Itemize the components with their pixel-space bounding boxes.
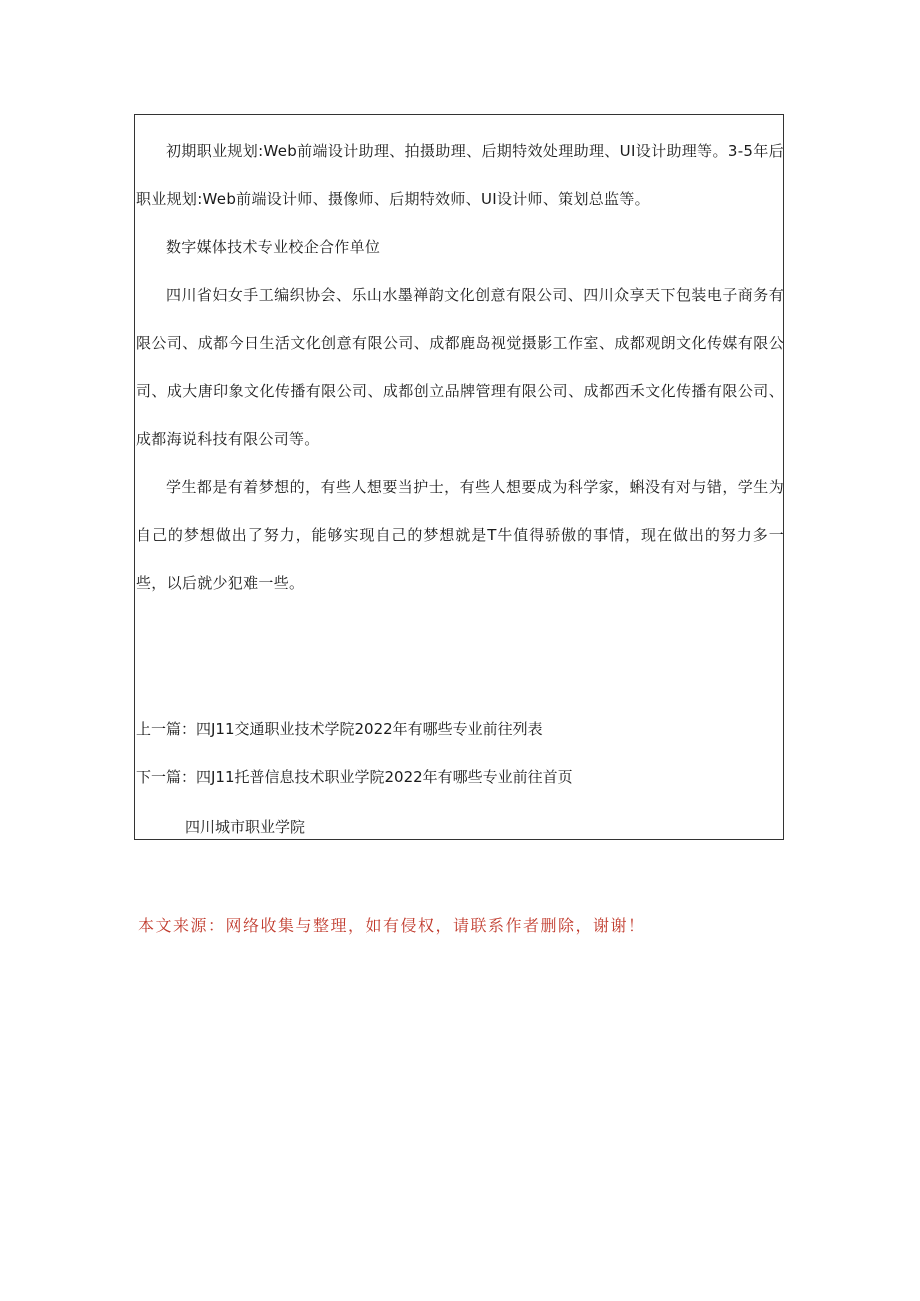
closing-paragraph: 学生都是有着梦想的，有些人想要当护士，有些人想要成为科学家，蝌没有对与错，学生为自己的梦想做出了努力，能够实现自己的梦想就是T牛值得骄傲的事情，现在做出的努力多一些，以后就少犯难一些。 [136, 478, 784, 592]
next-article-link[interactable]: 下一篇：四J11托普信息技术职业学院2022年有哪些专业前往首页 [136, 768, 573, 786]
partners-heading: 数字媒体技术专业校企合作单位 [166, 238, 381, 256]
school-name: 四川城市职业学院 [185, 818, 306, 836]
source-disclaimer: 本文来源：网络收集与整理，如有侵权，请联系作者删除，谢谢！ [138, 916, 646, 935]
career-plan-paragraph: 初期职业规划:Web前端设计助理、拍摄助理、后期特效处理助理、UI设计助理等。3-5年后职业规划:Web前端设计师、摄像师、后期特效师、UI设计师、策划总监等。 [136, 142, 784, 208]
partners-list-paragraph: 四川省妇女手工编织协会、乐山水墨禅韵文化创意有限公司、四川众享天下包装电子商务有限公司、成都今日生活文化创意有限公司、成都鹿岛视觉摄影工作室、成都观朗文化传媒有限公司、成大唐印象文化传播有限公司、成都创立品牌管理有限公司、成都西禾文化传播有限公司、成都海说科技有限公司等。 [136, 286, 784, 448]
article-content-box [134, 114, 784, 840]
previous-article-link[interactable]: 上一篇：四J11交通职业技术学院2022年有哪些专业前往列表 [136, 720, 543, 738]
